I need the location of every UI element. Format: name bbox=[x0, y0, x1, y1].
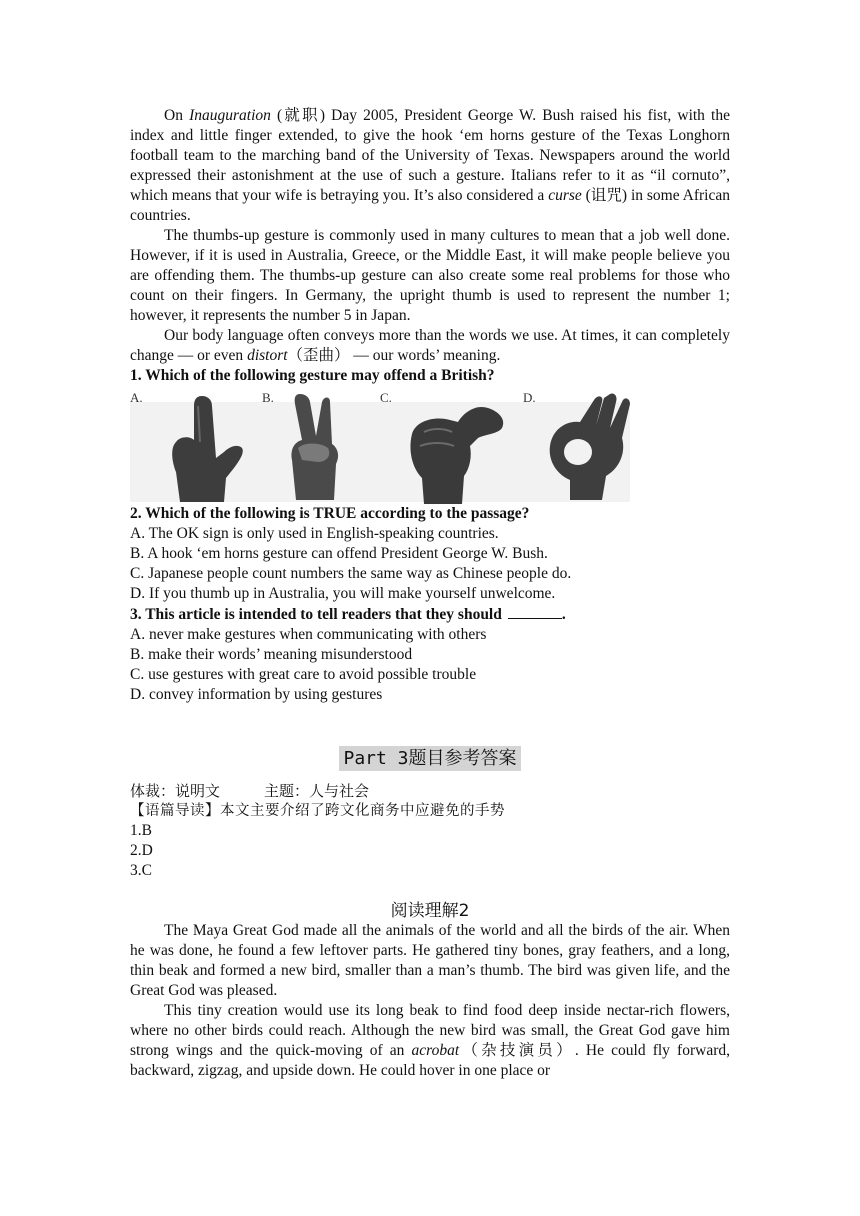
question-3-option-d: D. convey information by using gestures bbox=[130, 686, 383, 703]
question-3-option-c: C. use gestures with great care to avoid possible trouble bbox=[130, 666, 477, 683]
text-span: This tiny creation would use its long beak to find food deep inside nectar-rich flowers, where no other birds could reach. Although the new bird was small, the Great God gave him strong wings and the quick-moving of an bbox=[130, 1002, 730, 1059]
question-2-option-d: D. If you thumb up in Australia, you will make yourself unwelcome. bbox=[130, 585, 556, 602]
gesture-figure bbox=[130, 386, 630, 504]
italic-word: acrobat bbox=[411, 1042, 460, 1059]
passage1-paragraph-3 bbox=[130, 326, 730, 366]
document-content bbox=[130, 106, 730, 1081]
l-sign-hand-icon bbox=[150, 392, 250, 504]
italic-word: curse bbox=[548, 187, 582, 204]
text-span: (就职) Day 2005, President George W. Bush raised his fist, with the index and little finger extended, to give the hook ‘em horns gesture of the Texas Longhorn football team to the marching band of the University of Texas. Newspapers around the world expressed their astonishment at the use of such a gesture. Italians refer to it as “il cornuto”, which means that your wife is betraying you. It’s also considered a bbox=[130, 107, 730, 204]
passage2-paragraph-2 bbox=[130, 1001, 730, 1081]
text-span: （杂技演员）. He could fly forward, backward, zigzag, and upside down. He could hover in one place or bbox=[130, 1042, 730, 1079]
question-3-option-b: B. make their words’ meaning misunderstood bbox=[130, 646, 413, 663]
answers-section-title bbox=[130, 749, 730, 769]
answer-2: 2.D bbox=[130, 842, 153, 859]
thumb-out-hand-icon bbox=[402, 394, 512, 504]
answers-title-text: Part 3题目参考答案 bbox=[339, 746, 520, 771]
text-span: Our body language often conveys more than the words we use. At times, it can completely change — or even bbox=[130, 327, 730, 364]
question-1: 1. Which of the following gesture may offend a British? bbox=[130, 367, 495, 384]
genre-label: 体裁：说明文 bbox=[130, 782, 221, 800]
reading-guide: 【语篇导读】本文主要介绍了跨文化商务中应避免的手势 bbox=[130, 803, 505, 819]
figure-label-c: C. bbox=[380, 390, 392, 405]
answer-3: 3.C bbox=[130, 862, 152, 879]
reading-2-title: 阅读理解2 bbox=[390, 901, 470, 921]
passage1-paragraph-2: The thumbs-up gesture is commonly used in many cultures to mean that a job well done. However, if it is used in Australia, Greece, or the Middle East, it will make people believe you are offending them. The thumbs-up gesture can also create some real problems for those who count on their fingers. In Germany, the upright thumb is used to represent the number 1; however, it represents the number 5 in Japan. bbox=[130, 227, 730, 324]
text-span: On bbox=[164, 107, 190, 124]
question-2-option-b: B. A hook ‘em horns gesture can offend President George W. Bush. bbox=[130, 545, 548, 562]
question-2: 2. Which of the following is TRUE according to the passage? bbox=[130, 505, 530, 522]
question-3-stem: 3. This article is intended to tell readers that they should bbox=[130, 606, 502, 623]
answer-1: 1.B bbox=[130, 822, 152, 839]
question-3-option-a: A. never make gestures when communicating with others bbox=[130, 626, 487, 643]
answers-meta-line bbox=[130, 781, 730, 801]
question-3 bbox=[130, 604, 730, 625]
v-sign-hand-icon bbox=[280, 390, 350, 504]
answer-blank bbox=[508, 604, 562, 619]
figure-label-a: A. bbox=[130, 390, 143, 405]
question-2-option-c: C. Japanese people count numbers the same way as Chinese people do. bbox=[130, 565, 572, 582]
text-span: （歪曲） — our words’ meaning. bbox=[287, 347, 501, 364]
theme-label: 主题：人与社会 bbox=[264, 782, 370, 800]
ok-sign-hand-icon bbox=[540, 388, 636, 502]
question-2-option-a: A. The OK sign is only used in English-speaking countries. bbox=[130, 525, 499, 542]
italic-word: distort bbox=[247, 347, 288, 364]
figure-label-b: B. bbox=[262, 390, 274, 405]
figure-label-d: D. bbox=[523, 390, 536, 405]
italic-word: Inauguration bbox=[189, 107, 271, 124]
question-3-end: . bbox=[561, 606, 566, 623]
passage2-paragraph-1: The Maya Great God made all the animals of the world and all the birds of the air. When he was done, he found a few leftover parts. He gathered tiny bones, gray feathers, and a long, thin beak and formed a new bird, smaller than a man’s thumb. The bird was given life, and the Great God was pleased. bbox=[130, 922, 730, 999]
text-span: (诅咒) in some African countries. bbox=[130, 187, 730, 224]
passage1-paragraph-1 bbox=[130, 106, 730, 226]
